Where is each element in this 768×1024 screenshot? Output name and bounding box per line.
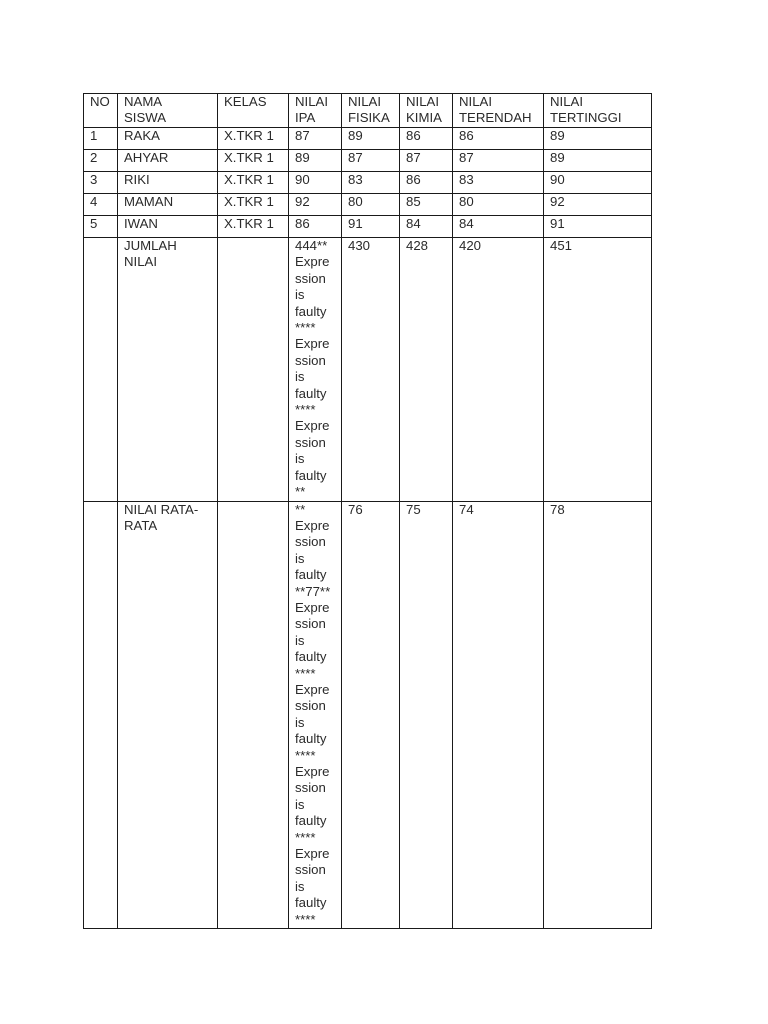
grades-table: [83, 93, 652, 929]
header-kelas: KELAS: [218, 94, 289, 128]
cell-terendah: 86: [453, 128, 544, 150]
rata-fisika: 76: [342, 501, 400, 929]
cell-ipa: 86: [289, 216, 342, 238]
cell-kelas: X.TKR 1: [218, 172, 289, 194]
cell-nama: IWAN: [118, 216, 218, 238]
cell-no: 5: [84, 216, 118, 238]
jumlah-nilai-label: JUMLAH NILAI: [118, 238, 218, 502]
header-row: [84, 94, 652, 128]
cell-ipa: 89: [289, 150, 342, 172]
rata-ipa-expression: ** Expre ssion is faulty **77** Expre ssion is faulty **** Expre ssion is faulty **** Expre ssion is faulty **** Expre ssion is faulty ****: [289, 501, 342, 929]
cell-terendah: 87: [453, 150, 544, 172]
table-row: [84, 172, 652, 194]
jumlah-kimia: 428: [400, 238, 453, 502]
cell-fisika: 83: [342, 172, 400, 194]
cell-ipa: 90: [289, 172, 342, 194]
cell-kimia: 87: [400, 150, 453, 172]
cell-nama: RAKA: [118, 128, 218, 150]
table-row: [84, 128, 652, 150]
table-row: [84, 216, 652, 238]
cell-no-empty: [84, 501, 118, 929]
header-nilai-fisika: NILAI FISIKA: [342, 94, 400, 128]
cell-kimia: 86: [400, 128, 453, 150]
cell-tertinggi: 92: [544, 194, 652, 216]
rata-rata-label: NILAI RATA- RATA: [118, 501, 218, 929]
cell-no: 1: [84, 128, 118, 150]
rata-tertinggi: 78: [544, 501, 652, 929]
jumlah-terendah: 420: [453, 238, 544, 502]
header-nilai-terendah: NILAI TERENDAH: [453, 94, 544, 128]
rata-kimia: 75: [400, 501, 453, 929]
cell-tertinggi: 91: [544, 216, 652, 238]
header-nilai-tertinggi: NILAI TERTINGGI: [544, 94, 652, 128]
jumlah-ipa-expression: 444** Expre ssion is faulty **** Expre ssion is faulty **** Expre ssion is faulty **: [289, 238, 342, 502]
cell-no: 2: [84, 150, 118, 172]
cell-terendah: 80: [453, 194, 544, 216]
rata-terendah: 74: [453, 501, 544, 929]
cell-kimia: 84: [400, 216, 453, 238]
cell-fisika: 89: [342, 128, 400, 150]
table-row: [84, 150, 652, 172]
cell-ipa: 92: [289, 194, 342, 216]
cell-terendah: 83: [453, 172, 544, 194]
header-nilai-kimia: NILAI KIMIA: [400, 94, 453, 128]
table-row: [84, 194, 652, 216]
nilai-rata-rata-row: [84, 501, 652, 929]
cell-tertinggi: 89: [544, 128, 652, 150]
cell-tertinggi: 90: [544, 172, 652, 194]
cell-fisika: 80: [342, 194, 400, 216]
cell-no-empty: [84, 238, 118, 502]
header-nama-siswa: NAMA SISWA: [118, 94, 218, 128]
cell-no: 4: [84, 194, 118, 216]
cell-nama: MAMAN: [118, 194, 218, 216]
cell-kimia: 85: [400, 194, 453, 216]
cell-kelas: X.TKR 1: [218, 216, 289, 238]
jumlah-tertinggi: 451: [544, 238, 652, 502]
cell-kelas: X.TKR 1: [218, 128, 289, 150]
jumlah-nilai-row: [84, 238, 652, 502]
cell-nama: RIKI: [118, 172, 218, 194]
header-no: NO: [84, 94, 118, 128]
cell-kelas-empty: [218, 501, 289, 929]
cell-terendah: 84: [453, 216, 544, 238]
cell-no: 3: [84, 172, 118, 194]
cell-tertinggi: 89: [544, 150, 652, 172]
cell-kelas: X.TKR 1: [218, 150, 289, 172]
cell-kelas: X.TKR 1: [218, 194, 289, 216]
jumlah-fisika: 430: [342, 238, 400, 502]
cell-fisika: 91: [342, 216, 400, 238]
cell-kelas-empty: [218, 238, 289, 502]
cell-kimia: 86: [400, 172, 453, 194]
cell-ipa: 87: [289, 128, 342, 150]
cell-nama: AHYAR: [118, 150, 218, 172]
cell-fisika: 87: [342, 150, 400, 172]
header-nilai-ipa: NILAI IPA: [289, 94, 342, 128]
